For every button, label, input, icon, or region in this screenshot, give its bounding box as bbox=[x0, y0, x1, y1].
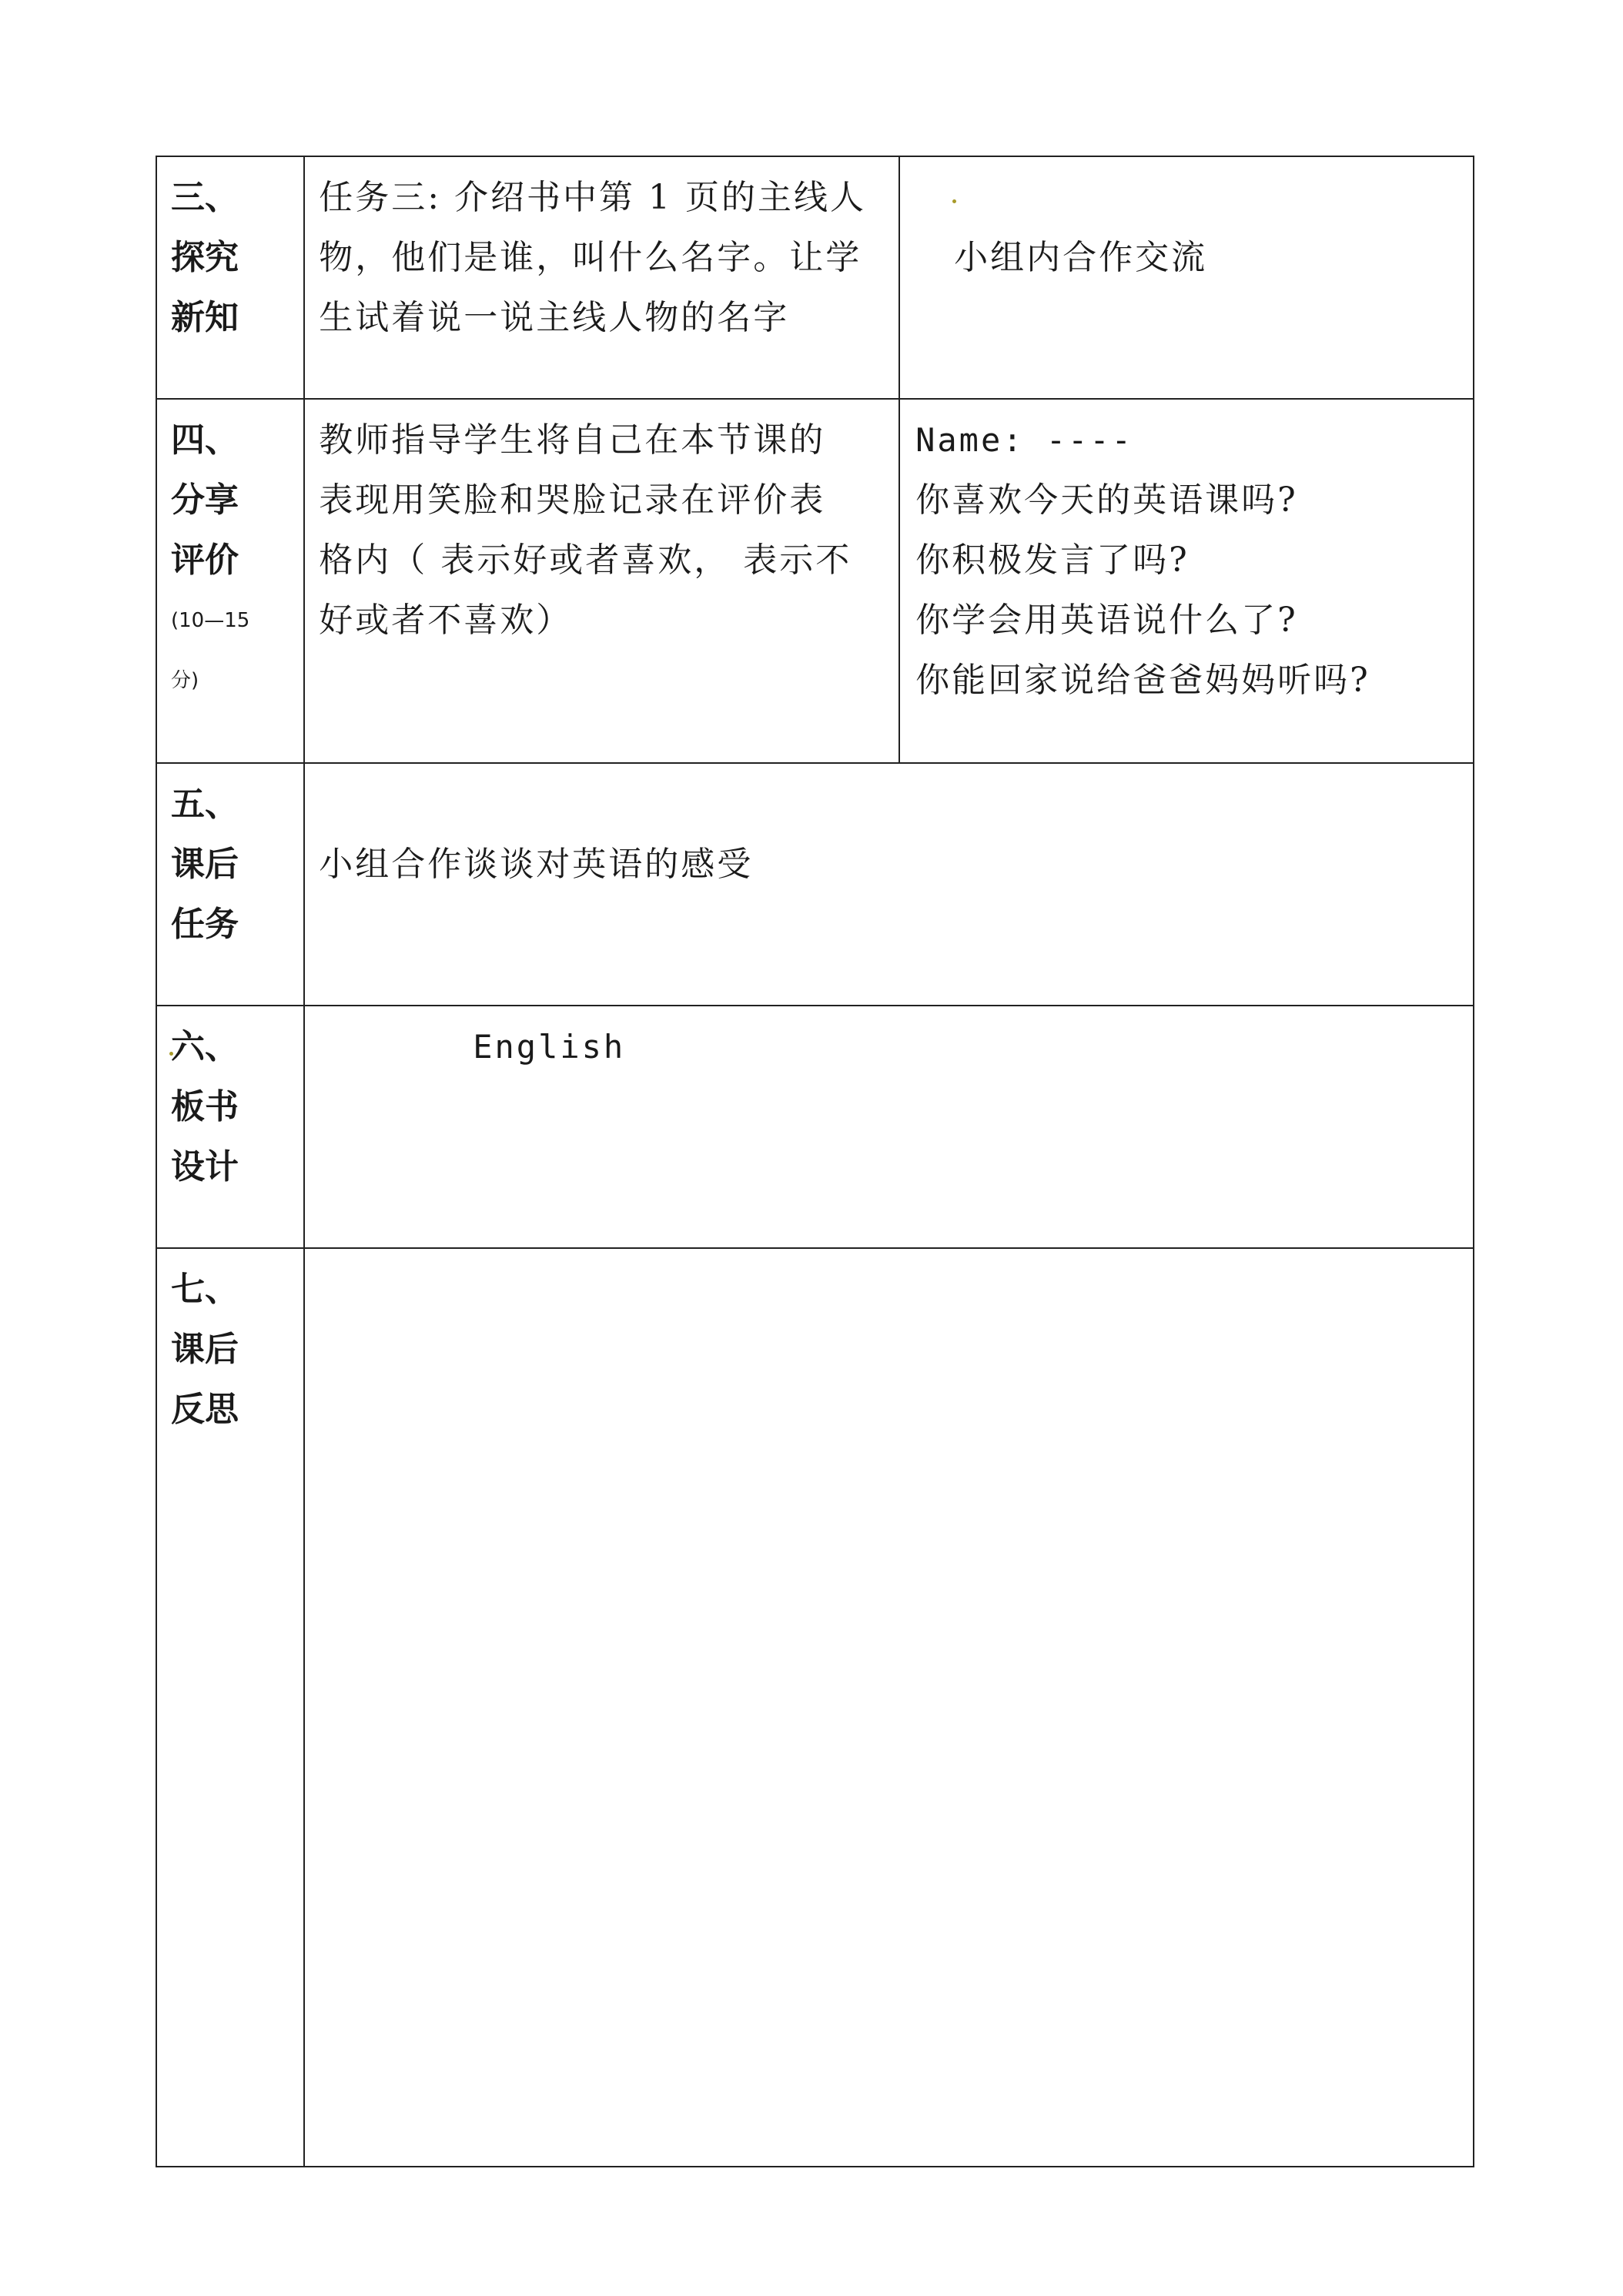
section-title-line: 设计 bbox=[171, 1147, 239, 1186]
question-line: 你积极发言了吗? bbox=[915, 541, 1190, 580]
section-heading-cell bbox=[156, 1006, 304, 1248]
text-line: 生试着说一说主线人物的名字 bbox=[319, 298, 790, 337]
section-number: 七、 bbox=[171, 1270, 239, 1309]
question-line: 你学会用英语说什么了? bbox=[915, 601, 1298, 640]
name-line: Name: ---- bbox=[915, 421, 1133, 459]
section-duration-unit: 分) bbox=[171, 669, 199, 692]
text-line: 教师指导学生将自己在本节课的 bbox=[319, 420, 826, 460]
board-design-text: English bbox=[473, 1028, 626, 1066]
table-row bbox=[156, 763, 1474, 1006]
section-number: 四、 bbox=[171, 420, 239, 460]
section-title-line: 分享 bbox=[171, 480, 239, 520]
content-cell bbox=[304, 1006, 1474, 1248]
section-title-line: 课后 bbox=[171, 845, 239, 884]
section-title-line: 新知 bbox=[171, 298, 239, 337]
question-line: 你喜欢今天的英语课吗? bbox=[915, 480, 1298, 520]
teacher-activity-cell bbox=[304, 399, 899, 763]
teacher-activity-cell bbox=[304, 156, 899, 399]
section-heading-cell bbox=[156, 156, 304, 399]
text-line: 好或者不喜欢） bbox=[319, 601, 573, 640]
content-cell bbox=[304, 763, 1474, 1006]
table-row bbox=[156, 156, 1474, 399]
section-number: 五、 bbox=[171, 785, 239, 824]
text-line: 任务三: 介绍书中第 1 页的主线人 bbox=[319, 178, 866, 217]
section-number: 三、 bbox=[171, 178, 239, 217]
evaluation-questions-cell bbox=[899, 399, 1474, 763]
section-title-line: 反思 bbox=[171, 1390, 239, 1429]
lesson-plan-table bbox=[156, 156, 1474, 2167]
section-title-line: 任务 bbox=[171, 905, 239, 944]
text-line: 小组内合作交流 bbox=[954, 238, 1208, 277]
section-number: 六、 bbox=[171, 1027, 239, 1066]
text-line: 表现用笑脸和哭脸记录在评价表 bbox=[319, 480, 826, 520]
section-title-line: 板书 bbox=[171, 1087, 239, 1126]
text-line: 物，他们是谁，叫什么名字。让学 bbox=[319, 238, 862, 277]
question-line: 你能回家说给爸爸妈妈听吗? bbox=[915, 661, 1370, 700]
section-heading-cell bbox=[156, 1248, 304, 2167]
reflection-cell bbox=[304, 1248, 1474, 2167]
section-heading-cell bbox=[156, 763, 304, 1006]
section-duration: (10—15 bbox=[171, 609, 250, 632]
text-line: 小组合作谈谈对英语的感受 bbox=[319, 845, 754, 884]
section-title-line: 探究 bbox=[171, 238, 239, 277]
text-line: 格内（ 表示好或者喜欢， 表示不 bbox=[319, 541, 852, 580]
student-activity-cell bbox=[899, 156, 1474, 399]
table-row bbox=[156, 1248, 1474, 2167]
table-row bbox=[156, 1006, 1474, 1248]
table-row bbox=[156, 399, 1474, 763]
section-heading-cell bbox=[156, 399, 304, 763]
section-title-line: 评价 bbox=[171, 541, 239, 580]
section-title-line: 课后 bbox=[171, 1330, 239, 1369]
